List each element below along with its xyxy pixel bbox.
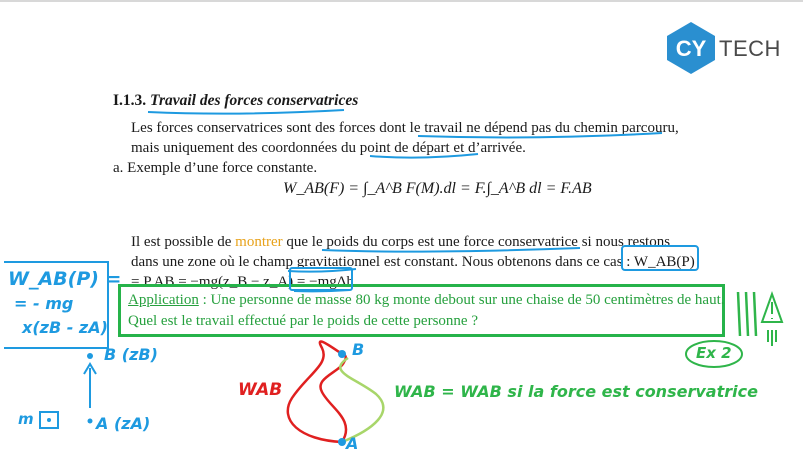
hw-point-b: B (zB) (104, 345, 158, 364)
logo-text: TECH (719, 36, 781, 61)
hw-formula-line3: x(zB - zA) (22, 318, 108, 337)
section-title: Travail des forces conservatrices (150, 92, 359, 109)
center-point-a (338, 438, 346, 446)
application-label: Application (128, 292, 199, 308)
highlighted-word: montrer (235, 234, 283, 250)
section-number: I.1.3. (113, 92, 147, 109)
underline-title (148, 110, 344, 114)
box-wab (622, 246, 698, 270)
center-point-b (338, 350, 346, 358)
hw-center-a: A (346, 434, 359, 453)
logo-mark: CY (675, 36, 707, 61)
intro-paragraph: Les forces conservatrices sont des forces dont le travail ne dépend pas du chemin parcouru, mais uniquement des coordonnées du point de départ et d’arrivée. (131, 120, 679, 156)
body-lead: Il est possible de (131, 234, 236, 250)
green-tally (738, 292, 756, 336)
hw-ex-label: Ex 2 (696, 344, 732, 362)
body-rest: que le poids du corps est une force conservatrice si nous restons dans une zone où le champ gravitationnel est constant. Nous obtenons dans ce cas : W_AB(P) = P.AB = −mg(z_B − z_A) = −mgΔh. (131, 234, 695, 290)
application-question: : Une personne de masse 80 kg monte debout sur une chaise de 50 centimètres de haut. Quel est le travail effectué par le poids de cette personne ? (128, 292, 725, 329)
underline-depart (370, 154, 478, 158)
underline-poids (322, 248, 580, 252)
point-a-dot (88, 419, 93, 424)
red-path (288, 342, 342, 442)
hw-w-green: WAB = WAB si la force est conservatrice (394, 382, 758, 401)
hw-point-a: A (zA) (96, 414, 151, 433)
subsection-title: a. Exemple d’une force constante. (113, 160, 318, 176)
mass-dot (47, 418, 51, 422)
hw-w-red: WAB (238, 380, 283, 400)
point-b-dot (87, 353, 93, 359)
hw-center-b: B (352, 340, 365, 359)
underline-chemin (418, 133, 662, 137)
hw-mass: m (18, 410, 34, 428)
hw-formula-line2: = - mg (14, 294, 74, 313)
hand-icon (768, 330, 776, 346)
underline-gravitationnel (288, 269, 356, 272)
equation-work: W_AB(F) = ∫_A^B F(M).dl = F.∫_A^B dl = F.AB (283, 180, 592, 197)
hw-formula-line1: W_AB(P) = (8, 268, 122, 290)
